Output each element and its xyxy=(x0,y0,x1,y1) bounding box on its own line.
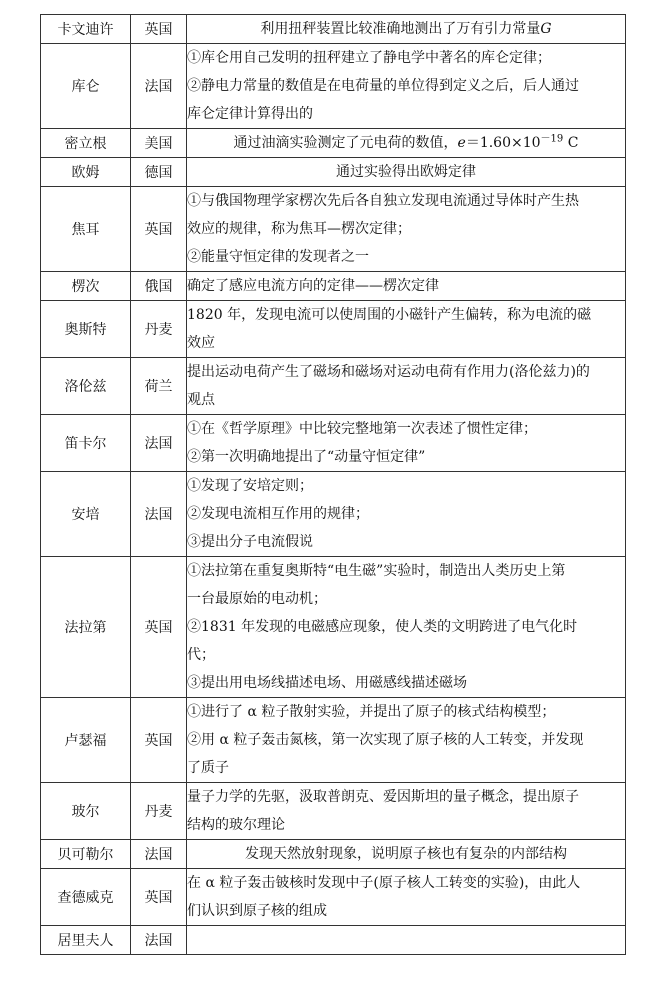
table-row xyxy=(41,472,626,557)
scientist-name: 欧姆 xyxy=(41,158,131,187)
table-row xyxy=(41,272,626,301)
scientist-achievement xyxy=(187,358,626,415)
achievement-line: 1820 年，发现电流可以使周围的小磁针产生偏转，称为电流的磁 xyxy=(187,307,592,323)
scientist-name: 卢瑟福 xyxy=(41,698,131,783)
achievement-line: ①库仑用自己发明的扭秤建立了静电学中著名的库仑定律； xyxy=(187,50,551,66)
scientist-name: 洛伦兹 xyxy=(41,358,131,415)
achievement-line: ①发现了安培定则； xyxy=(187,478,313,494)
scientist-achievement xyxy=(187,783,626,840)
scientist-achievement xyxy=(187,840,626,869)
achievement-line xyxy=(187,129,625,157)
achievement-line: 效应的规律，称为焦耳—楞次定律； xyxy=(187,221,411,237)
achievement-line: ③提出用电场线描述电场、用磁感线描述磁场 xyxy=(187,675,467,691)
table-row xyxy=(41,129,626,158)
achievement-line: 了质子 xyxy=(187,760,229,776)
achievement-text: C xyxy=(563,135,579,151)
achievement-text: ＝1.60×10 xyxy=(465,135,541,151)
table-row xyxy=(41,557,626,698)
scientist-achievement xyxy=(187,301,626,358)
scientist-country: 法国 xyxy=(131,840,187,869)
table-row xyxy=(41,783,626,840)
scientist-name: 居里夫人 xyxy=(41,926,131,955)
achievement-line: ①法拉第在重复奥斯特“电生磁”实验时，制造出人类历史上第 xyxy=(187,563,566,579)
achievement-line: 量子力学的先驱，汲取普朗克、爱因斯坦的量子概念，提出原子 xyxy=(187,789,579,805)
table-row xyxy=(41,187,626,272)
scientist-country: 英国 xyxy=(131,187,187,272)
achievement-line: ①在《哲学原理》中比较完整地第一次表述了惯性定律； xyxy=(187,421,537,437)
achievement-line: 观点 xyxy=(187,392,215,408)
math-symbol: G xyxy=(540,21,552,37)
scientist-country: 丹麦 xyxy=(131,783,187,840)
scientist-name: 焦耳 xyxy=(41,187,131,272)
scientist-country: 法国 xyxy=(131,44,187,129)
achievement-line: 确定了感应电流方向的定律——楞次定律 xyxy=(187,278,439,294)
table-row xyxy=(41,415,626,472)
achievement-line: 们认识到原子核的组成 xyxy=(187,903,327,919)
scientist-country: 英国 xyxy=(131,869,187,926)
scientist-name: 密立根 xyxy=(41,129,131,158)
table-row xyxy=(41,869,626,926)
scientist-country: 丹麦 xyxy=(131,301,187,358)
scientist-country: 荷兰 xyxy=(131,358,187,415)
scientist-achievement xyxy=(187,15,626,44)
table-row xyxy=(41,301,626,358)
scientist-achievement xyxy=(187,557,626,698)
scientist-achievement xyxy=(187,926,626,955)
achievement-line: ③提出分子电流假说 xyxy=(187,534,313,550)
achievement-text: 通过油滴实验测定了元电荷的数值， xyxy=(233,135,458,151)
achievement-line: ②用 α 粒子轰击氮核，第一次实现了原子核的人工转变，并发现 xyxy=(187,732,584,748)
scientist-country: 英国 xyxy=(131,698,187,783)
scientist-name: 贝可勒尔 xyxy=(41,840,131,869)
achievement-line: ②发现电流相互作用的规律； xyxy=(187,506,369,522)
achievement-line: 结构的玻尔理论 xyxy=(187,817,285,833)
achievement-text: 利用扭秤装置比较准确地测出了万有引力常量 xyxy=(260,21,541,37)
scientist-achievement xyxy=(187,129,626,158)
scientist-name: 笛卡尔 xyxy=(41,415,131,472)
scientist-country: 法国 xyxy=(131,472,187,557)
scientist-name: 库仑 xyxy=(41,44,131,129)
achievement-line: ①与俄国物理学家楞次先后各自独立发现电流通过导体时产生热 xyxy=(187,193,579,209)
achievement-line: 通过实验得出欧姆定律 xyxy=(336,164,476,180)
achievement-line: 在 α 粒子轰击铍核时发现中子(原子核人工转变的实验)，由此人 xyxy=(187,875,581,891)
achievement-line: 提出运动电荷产生了磁场和磁场对运动电荷有作用力(洛伦兹力)的 xyxy=(187,364,590,380)
table-body xyxy=(41,15,626,955)
achievement-line: 效应 xyxy=(187,335,215,351)
achievement-line: 发现天然放射现象，说明原子核也有复杂的内部结构 xyxy=(245,846,567,862)
achievement-line: 代； xyxy=(187,647,215,663)
scientist-name: 卡文迪许 xyxy=(41,15,131,44)
achievement-line: ②第一次明确地提出了“动量守恒定律” xyxy=(187,449,426,465)
achievement-line: ①进行了 α 粒子散射实验，并提出了原子的核式结构模型； xyxy=(187,704,556,720)
scientist-name: 奥斯特 xyxy=(41,301,131,358)
scientist-name: 法拉第 xyxy=(41,557,131,698)
table-row xyxy=(41,158,626,187)
math-symbol: e xyxy=(457,135,466,151)
scientist-country: 英国 xyxy=(131,557,187,698)
table-row xyxy=(41,926,626,955)
scientist-achievement xyxy=(187,272,626,301)
achievement-line: 库仑定律计算得出的 xyxy=(187,106,313,122)
table-row xyxy=(41,44,626,129)
achievement-line xyxy=(187,15,625,43)
scientist-name: 玻尔 xyxy=(41,783,131,840)
scientist-name: 查德威克 xyxy=(41,869,131,926)
scientist-country: 法国 xyxy=(131,415,187,472)
scientist-achievement xyxy=(187,187,626,272)
scientist-achievement xyxy=(187,158,626,187)
scientist-achievement xyxy=(187,698,626,783)
achievement-line: ②能量守恒定律的发现者之一 xyxy=(187,249,369,265)
table-row xyxy=(41,15,626,44)
scientist-achievement xyxy=(187,869,626,926)
scientist-achievement xyxy=(187,472,626,557)
scientist-country: 英国 xyxy=(131,15,187,44)
table-row xyxy=(41,358,626,415)
scientist-country: 俄国 xyxy=(131,272,187,301)
achievement-line: ②静电力常量的数值是在电荷量的单位得到定义之后，后人通过 xyxy=(187,78,579,94)
scientist-achievement xyxy=(187,44,626,129)
scientists-table xyxy=(40,14,626,955)
scientist-country: 德国 xyxy=(131,158,187,187)
achievement-line: ②1831 年发现的电磁感应现象，使人类的文明跨进了电气化时 xyxy=(187,619,578,635)
scientist-country: 美国 xyxy=(131,129,187,158)
scientist-name: 楞次 xyxy=(41,272,131,301)
achievement-line: 一台最原始的电动机； xyxy=(187,591,327,607)
table-row xyxy=(41,698,626,783)
table-row xyxy=(41,840,626,869)
scientist-achievement xyxy=(187,415,626,472)
exponent: －19 xyxy=(540,133,564,145)
scientist-name: 安培 xyxy=(41,472,131,557)
scientist-country: 法国 xyxy=(131,926,187,955)
